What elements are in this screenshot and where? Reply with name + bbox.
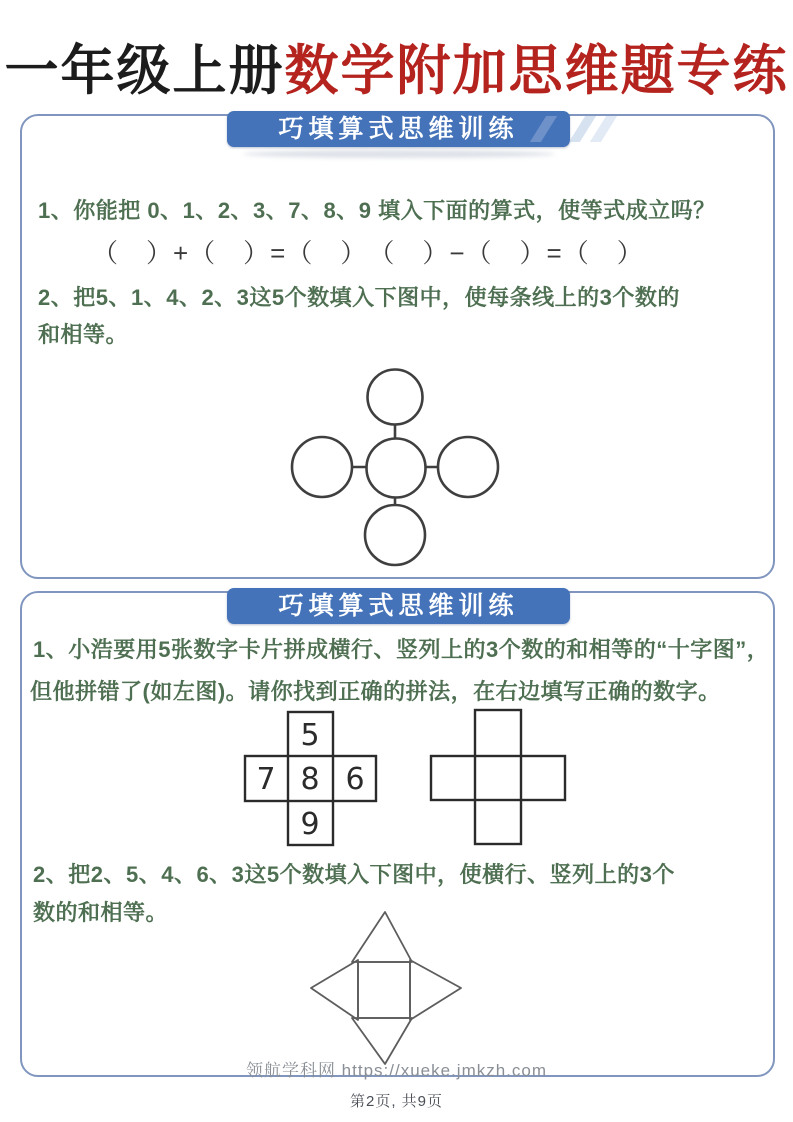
cell-center-value: 8 [300,762,320,797]
vertical-bar-rect [475,710,521,844]
cell-top-value: 5 [300,718,320,753]
s2-question2-line2: 数的和相等。 [33,900,169,925]
s1-question1-text: 1、你能把 0、1、2、3、7、8、9 填入下面的算式，使等式成立吗？ [38,198,716,223]
triangle-left [311,960,358,1020]
circle-bottom [365,505,425,565]
circle-cross-diagram [285,362,505,574]
page-title [0,28,793,105]
page-number: 第2页, 共9页 [349,1093,444,1110]
triangle-top [352,912,412,962]
cell-left-value: 7 [256,762,276,797]
page-title-subject: 数学附加思维题专练 [284,38,789,102]
circle-left [292,437,352,497]
s2-question2-line1: 2、把2、5、4、6、3这5个数填入下图中，使横行、竖列上的3个 [33,862,675,887]
star-square-diagram [300,905,472,1070]
cross-grid-empty[interactable] [428,704,568,849]
s1-question1-equation: （ ）+（ ）=（ ） （ ）−（ ）=（ ） [92,238,644,268]
s2-question1-line1: 1、小浩要用5张数字卡片拼成横行、竖列上的3个数的和相等的“十字图”， [33,637,770,662]
center-square [358,962,410,1018]
circle-center [367,439,426,498]
site-watermark: 领航学科网 https://xueke.jmkzh.com [245,1061,548,1080]
section2-header: 巧填算式思维训练 [227,588,570,624]
triangle-right [410,960,461,1020]
cell-bottom-value: 9 [300,807,320,842]
header-reflection-shadow [243,150,555,158]
circle-right [438,437,498,497]
page-title-grade: 一年级上册 [4,38,285,102]
horizontal-bar-rect [431,756,565,800]
cell-right-value: 6 [345,762,365,797]
circle-top [368,370,423,425]
s1-question2-line2: 和相等。 [38,322,129,347]
cross-grid-filled [243,706,379,851]
s2-question1-line2: 但他拼错了(如左图)。请你找到正确的拼法，在右边填写正确的数字。 [30,679,721,704]
section1-header: 巧填算式思维训练 [227,111,570,147]
s1-question2-line1: 2、把5、1、4、2、3这5个数填入下图中，使每条线上的3个数的 [38,285,680,310]
